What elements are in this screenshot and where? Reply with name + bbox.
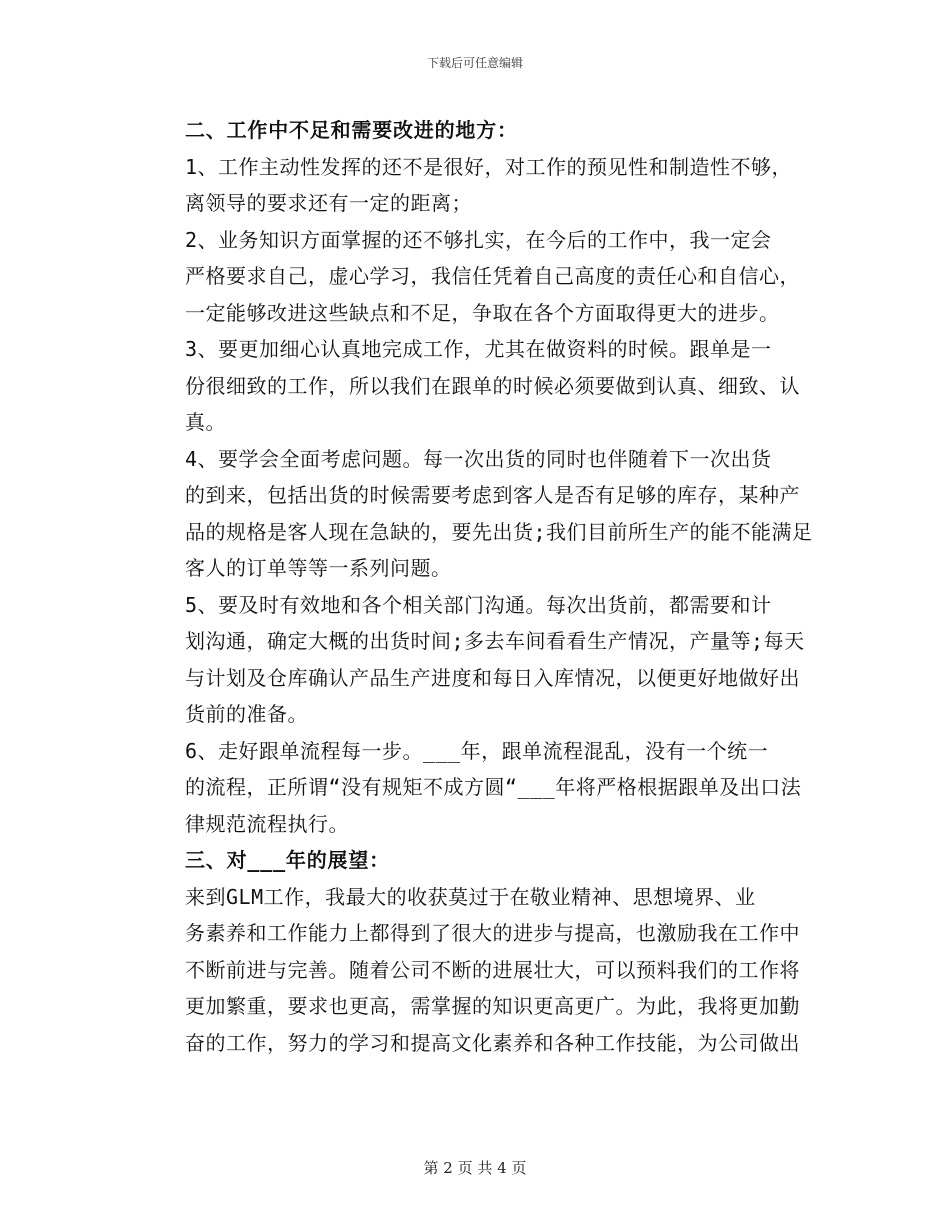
paragraph xyxy=(143,441,823,587)
paragraph xyxy=(143,222,823,332)
page-number-footer: 第 2 页 共 4 页 xyxy=(423,1159,527,1177)
text-line: 不断前进与完善。随着公司不断的进展壮大，可以预料我们的工作将 xyxy=(185,957,800,982)
text-line: 3、要更加细心认真地完成工作，尤其在做资料的时候。跟单是一 xyxy=(185,337,772,361)
paragraph xyxy=(143,149,823,222)
paragraph xyxy=(143,733,823,843)
text-line: 真。 xyxy=(185,410,226,434)
text-line: 4、要学会全面考虑问题。每一次出货的同时也伴随着下一次出货 xyxy=(185,446,772,471)
text-line: 的到来，包括出货的时候需要考虑到客人是否有足够的库存，某种产 xyxy=(185,483,800,507)
paragraph xyxy=(143,879,823,1062)
text-line: 来到GLM工作，我最大的收获莫过于在敬业精神、思想境界、业 xyxy=(185,884,756,909)
section-heading-outlook: 三、对___年的展望： xyxy=(185,848,390,872)
text-line: 2、业务知识方面掌握的还不够扎实，在今后的工作中，我一定会 xyxy=(185,227,772,252)
text-line: 客人的订单等等一系列问题。 xyxy=(185,556,452,580)
text-line: 货前的准备。 xyxy=(185,702,308,726)
text-line: 份很细致的工作，所以我们在跟单的时候必须要做到认真、细致、认 xyxy=(185,373,800,398)
text-line: 更加繁重，要求也更高，需掌握的知识更高更广。为此，我将更加勤 xyxy=(185,994,800,1018)
text-line: 严格要求自己，虚心学习，我信任凭着自己高度的责任心和自信心， xyxy=(185,264,800,288)
text-line: 1、工作主动性发挥的还不是很好，对工作的预见性和制造性不够， xyxy=(185,154,793,179)
paragraph xyxy=(143,331,823,441)
text-line: 奋的工作，努力的学习和提高文化素养和各种工作技能，为公司做出 xyxy=(185,1030,800,1055)
text-line: 划沟通，确定大概的出货时间;多去车间看看生产情况，产量等;每天 xyxy=(185,629,805,653)
text-line: 一定能够改进这些缺点和不足，争取在各个方面取得更大的进步。 xyxy=(185,300,780,325)
text-line: 律规范流程执行。 xyxy=(185,811,349,836)
text-line: 5、要及时有效地和各个相关部门沟通。每次出货前，都需要和计 xyxy=(185,592,772,617)
text-line: 与计划及仓库确认产品生产进度和每日入库情况，以便更好地做好出 xyxy=(185,665,800,690)
header-note: 下载后可任意编辑 xyxy=(426,56,523,70)
text-line: 的流程，正所谓“没有规矩不成方圆“___年将严格根据跟单及出口法 xyxy=(185,775,802,799)
text-line: 品的规格是客人现在急缺的，要先出货;我们目前所生产的能不能满足 xyxy=(185,519,813,544)
section-heading-shortcomings: 二、工作中不足和需要改进的地方： xyxy=(185,118,518,142)
paragraph xyxy=(143,587,823,733)
text-line: 6、走好跟单流程每一步。___年，跟单流程混乱，没有一个统一 xyxy=(185,738,769,763)
document-body xyxy=(143,112,823,1061)
text-line: 务素养和工作能力上都得到了很大的进步与提高，也激励我在工作中 xyxy=(185,921,800,945)
text-line: 离领导的要求还有一定的距离； xyxy=(185,191,472,215)
